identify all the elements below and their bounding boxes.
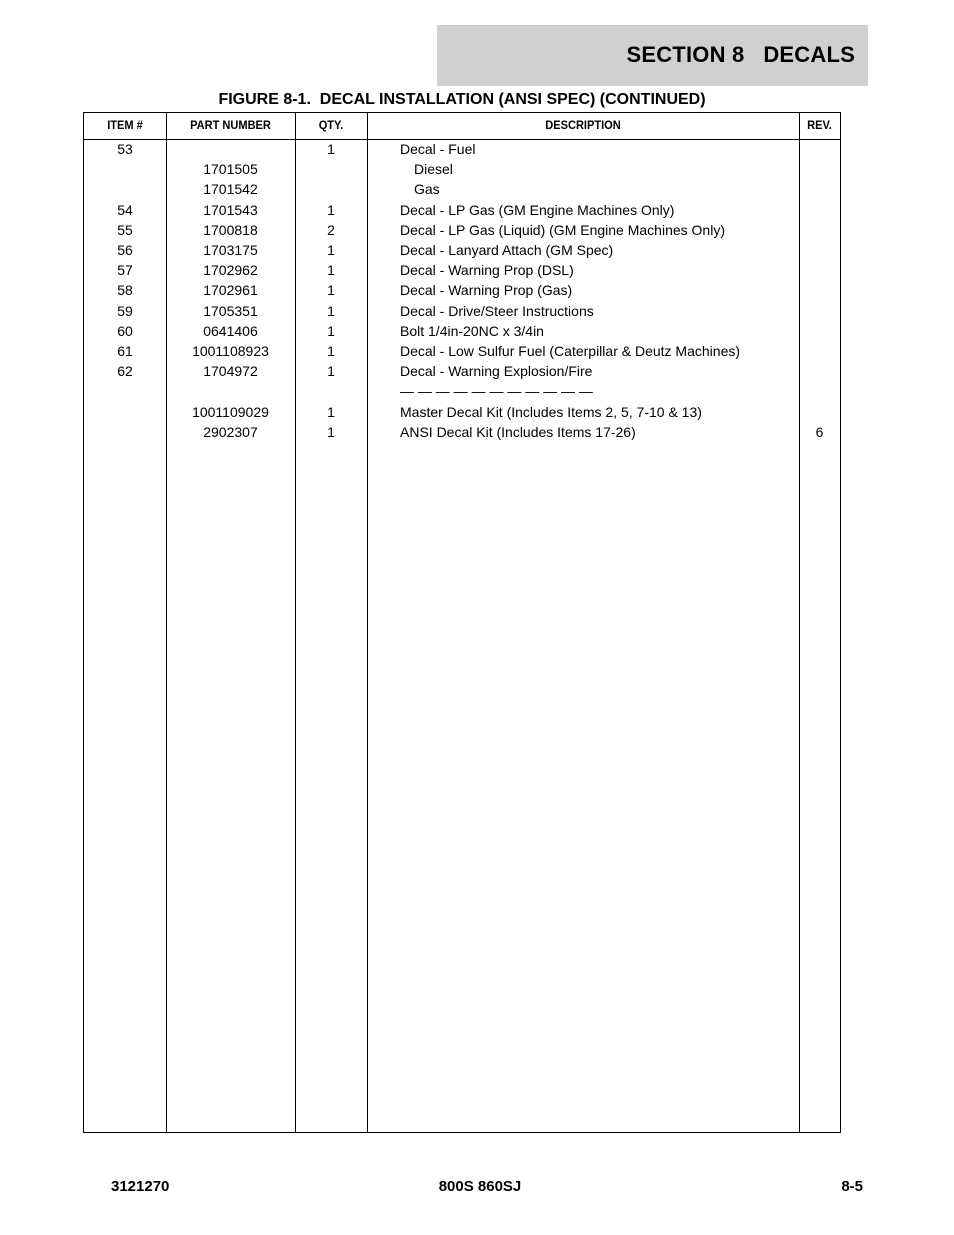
description: Decal - Fuel [400,141,476,157]
description: ANSI Decal Kit (Includes Items 17-26) [400,423,636,440]
description: Decal - Lanyard Attach (GM Spec) [400,242,614,258]
item-number: 53 [117,141,133,157]
figure-title: FIGURE 8-1. DECAL INSTALLATION (ANSI SPEC) (CONTINUED) [218,91,706,108]
table-row [84,363,840,383]
part-number: 1701542 [203,181,258,198]
table-row [84,161,840,181]
parts-table [83,112,841,1133]
part-number: 1703175 [203,242,258,258]
header-rev: REV. [807,118,832,132]
item-number: 61 [117,343,133,359]
part-number: 1700818 [203,221,258,238]
table-row [84,282,840,302]
footer-doc-number: 3121270 [111,1178,170,1195]
item-number: 54 [117,201,133,218]
quantity: 1 [327,423,335,440]
description: Decal - Drive/Steer Instructions [400,302,594,319]
part-number: 1702961 [203,282,258,299]
table-row [84,141,840,161]
description: Bolt 1/4in-20NC x 3/4in [400,322,544,339]
description: Diesel [414,161,453,178]
item-number: 56 [117,242,133,258]
quantity: 1 [327,282,335,299]
description: Decal - LP Gas (Liquid) (GM Engine Machines Only) [400,221,725,238]
part-number: 1704972 [203,363,258,380]
quantity: 1 [327,322,335,339]
header-description: DESCRIPTION [545,118,621,132]
header-qty: QTY. [318,118,344,132]
item-number: 58 [117,282,133,299]
section-title: SECTION 8 DECALS [626,42,855,67]
section-banner [437,25,868,86]
table-row [84,383,840,403]
header-divider [84,139,840,140]
description: Decal - Warning Prop (DSL) [400,262,574,279]
part-number: 1001109029 [192,403,269,420]
description: Decal - Low Sulfur Fuel (Caterpillar & Deutz Machines) [400,343,741,359]
part-number: 1705351 [203,302,258,319]
quantity: 1 [327,343,335,359]
description: Decal - Warning Prop (Gas) [400,282,573,299]
part-number: 1702962 [203,262,258,279]
description: Decal - Warning Explosion/Fire [400,363,593,380]
quantity: 1 [327,242,335,258]
description: Gas [414,181,440,198]
revision: 6 [815,423,824,440]
table-row [84,262,840,282]
item-number: 60 [117,322,133,339]
table-row [84,242,840,262]
quantity: 1 [327,201,335,218]
header-part-number: PART NUMBER [190,118,271,132]
quantity: 1 [327,262,335,279]
quantity: 2 [327,221,335,238]
footer-page-number: 8-5 [841,1178,863,1195]
item-number: 62 [117,363,133,380]
item-number: 57 [117,262,133,279]
table-row [84,343,840,363]
table-row [84,323,840,343]
quantity: 1 [327,363,335,380]
item-number: 59 [117,302,133,319]
quantity: 1 [327,141,335,157]
part-number: 1001108923 [192,343,269,359]
header-item: ITEM # [107,118,143,132]
quantity: 1 [327,403,335,420]
item-number: 55 [117,221,133,238]
table-row [84,181,840,201]
table-row [84,222,840,242]
footer-model: 800S 860SJ [438,1178,522,1195]
table-row [84,202,840,222]
part-number: 1701543 [203,201,258,218]
description: Decal - LP Gas (GM Engine Machines Only) [400,201,675,218]
table-row [84,424,840,444]
description: Master Decal Kit (Includes Items 2, 5, 7-10 & 13) [400,403,702,420]
quantity: 1 [327,302,335,319]
table-row [84,303,840,323]
table-row [84,404,840,424]
part-number: 2902307 [203,423,258,440]
part-number: 0641406 [203,322,258,339]
part-number: 1701505 [203,161,258,178]
description: — — — — — — — — — — — [400,383,593,400]
